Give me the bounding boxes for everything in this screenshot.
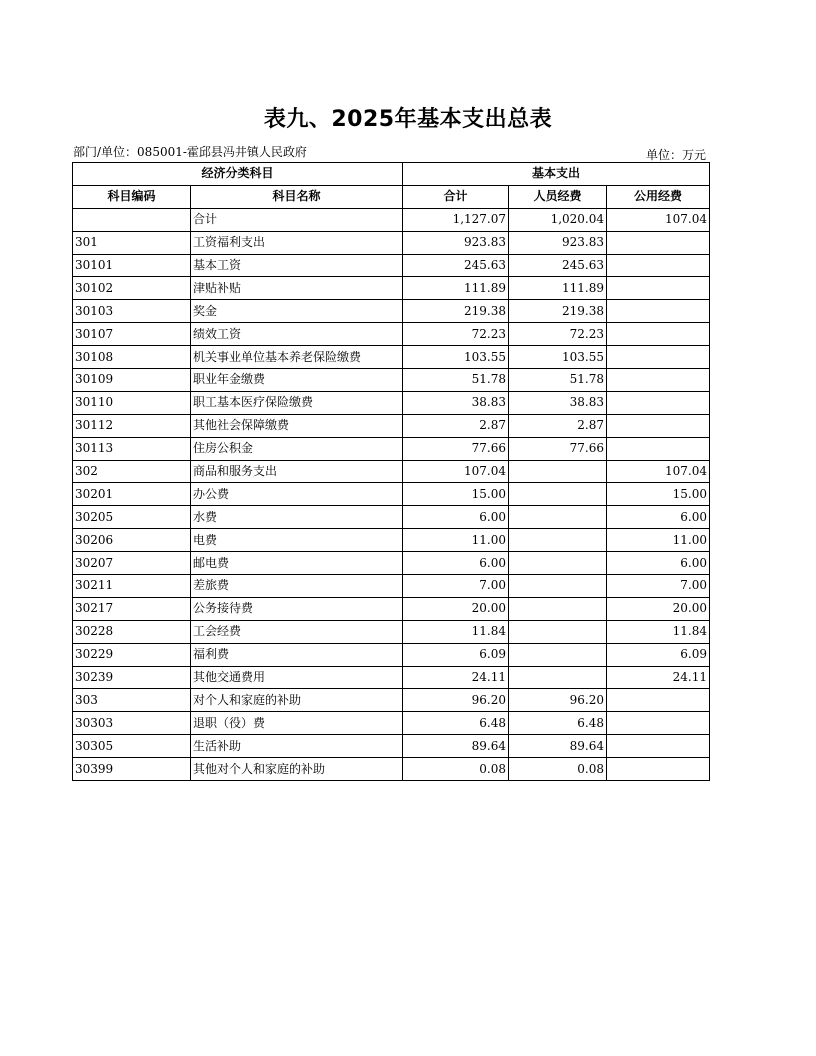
table-row: [73, 254, 710, 277]
table-row: [73, 483, 710, 506]
cell-personnel: 38.83: [509, 391, 607, 414]
cell-name: 办公费: [191, 483, 403, 506]
cell-name: 差旅费: [191, 575, 403, 598]
cell-personnel: [509, 620, 607, 643]
cell-total: 38.83: [403, 391, 509, 414]
cell-personnel: [509, 506, 607, 529]
cell-name: 奖金: [191, 300, 403, 323]
cell-name: 基本工资: [191, 254, 403, 277]
cell-code: 30205: [73, 506, 191, 529]
cell-public: [607, 712, 710, 735]
table-row: [73, 552, 710, 575]
table-row: [73, 460, 710, 483]
cell-total: 1,127.07: [403, 208, 509, 231]
header-econ-classification: 经济分类科目: [73, 163, 403, 186]
cell-public: 6.09: [607, 643, 710, 666]
table-row: [73, 277, 710, 300]
cell-name: 工资福利支出: [191, 231, 403, 254]
cell-total: 77.66: [403, 437, 509, 460]
cell-name: 绩效工资: [191, 323, 403, 346]
cell-total: 11.84: [403, 620, 509, 643]
cell-name: 津贴补贴: [191, 277, 403, 300]
cell-name: 水费: [191, 506, 403, 529]
cell-public: [607, 735, 710, 758]
cell-name: 工会经费: [191, 620, 403, 643]
table-row: [73, 437, 710, 460]
cell-personnel: [509, 643, 607, 666]
cell-personnel: [509, 666, 607, 689]
cell-total: 96.20: [403, 689, 509, 712]
cell-code: 30305: [73, 735, 191, 758]
cell-personnel: 77.66: [509, 437, 607, 460]
cell-public: [607, 346, 710, 369]
cell-personnel: 245.63: [509, 254, 607, 277]
cell-personnel: 2.87: [509, 414, 607, 437]
basic-expenditure-table: [72, 162, 710, 781]
cell-total: 923.83: [403, 231, 509, 254]
cell-name: 职工基本医疗保险缴费: [191, 391, 403, 414]
cell-code: 30109: [73, 369, 191, 392]
cell-personnel: 96.20: [509, 689, 607, 712]
cell-personnel: 923.83: [509, 231, 607, 254]
cell-personnel: 219.38: [509, 300, 607, 323]
header-group-row: [73, 163, 710, 186]
header-total: 合计: [403, 185, 509, 208]
table-row: [73, 231, 710, 254]
cell-public: 11.84: [607, 620, 710, 643]
cell-total: 72.23: [403, 323, 509, 346]
header-public: 公用经费: [607, 185, 710, 208]
header-column-row: [73, 185, 710, 208]
cell-code: [73, 208, 191, 231]
cell-name: 对个人和家庭的补助: [191, 689, 403, 712]
table-row: [73, 414, 710, 437]
cell-total: 107.04: [403, 460, 509, 483]
table-row: [73, 506, 710, 529]
cell-code: 30112: [73, 414, 191, 437]
cell-code: 30107: [73, 323, 191, 346]
table-row: [73, 758, 710, 781]
cell-public: [607, 231, 710, 254]
cell-code: 30239: [73, 666, 191, 689]
cell-public: [607, 254, 710, 277]
cell-public: [607, 300, 710, 323]
table-row: [73, 529, 710, 552]
cell-personnel: [509, 552, 607, 575]
cell-personnel: 89.64: [509, 735, 607, 758]
table-row: [73, 391, 710, 414]
cell-public: 107.04: [607, 208, 710, 231]
cell-name: 生活补助: [191, 735, 403, 758]
table-row: [73, 208, 710, 231]
cell-public: 6.00: [607, 552, 710, 575]
cell-public: 11.00: [607, 529, 710, 552]
cell-personnel: 0.08: [509, 758, 607, 781]
table-row: [73, 620, 710, 643]
cell-code: 30303: [73, 712, 191, 735]
header-basic-expenditure: 基本支出: [403, 163, 710, 186]
header-name: 科目名称: [191, 185, 403, 208]
table-row: [73, 369, 710, 392]
cell-public: [607, 758, 710, 781]
cell-public: 6.00: [607, 506, 710, 529]
cell-name: 福利费: [191, 643, 403, 666]
cell-code: 303: [73, 689, 191, 712]
cell-public: [607, 689, 710, 712]
cell-total: 2.87: [403, 414, 509, 437]
cell-code: 30201: [73, 483, 191, 506]
table-row: [73, 666, 710, 689]
cell-personnel: [509, 575, 607, 598]
cell-personnel: [509, 460, 607, 483]
cell-code: 30101: [73, 254, 191, 277]
cell-public: [607, 437, 710, 460]
cell-name: 住房公积金: [191, 437, 403, 460]
cell-name: 其他社会保障缴费: [191, 414, 403, 437]
unit-label: 单位：万元: [645, 148, 706, 162]
cell-personnel: 6.48: [509, 712, 607, 735]
cell-public: [607, 414, 710, 437]
cell-public: [607, 391, 710, 414]
cell-total: 0.08: [403, 758, 509, 781]
cell-name: 机关事业单位基本养老保险缴费: [191, 346, 403, 369]
table-row: [73, 712, 710, 735]
cell-total: 15.00: [403, 483, 509, 506]
table-row: [73, 735, 710, 758]
cell-personnel: 72.23: [509, 323, 607, 346]
cell-personnel: 51.78: [509, 369, 607, 392]
cell-public: 107.04: [607, 460, 710, 483]
cell-personnel: [509, 529, 607, 552]
cell-name: 公务接待费: [191, 597, 403, 620]
cell-name: 商品和服务支出: [191, 460, 403, 483]
cell-total: 89.64: [403, 735, 509, 758]
header-personnel: 人员经费: [509, 185, 607, 208]
cell-code: 30228: [73, 620, 191, 643]
cell-name: 合计: [191, 208, 403, 231]
cell-name: 职业年金缴费: [191, 369, 403, 392]
cell-total: 7.00: [403, 575, 509, 598]
cell-total: 11.00: [403, 529, 509, 552]
cell-public: 20.00: [607, 597, 710, 620]
cell-public: [607, 369, 710, 392]
cell-personnel: 111.89: [509, 277, 607, 300]
table-row: [73, 323, 710, 346]
cell-total: 6.09: [403, 643, 509, 666]
table-body: [73, 208, 710, 780]
cell-name: 电费: [191, 529, 403, 552]
department-label: 部门/单位：085001-霍邱县冯井镇人民政府: [73, 145, 307, 159]
cell-code: 30113: [73, 437, 191, 460]
cell-public: [607, 323, 710, 346]
cell-personnel: [509, 597, 607, 620]
cell-total: 245.63: [403, 254, 509, 277]
cell-public: 24.11: [607, 666, 710, 689]
cell-code: 30102: [73, 277, 191, 300]
table-row: [73, 346, 710, 369]
table-row: [73, 300, 710, 323]
cell-public: 7.00: [607, 575, 710, 598]
table-row: [73, 643, 710, 666]
table-row: [73, 689, 710, 712]
cell-code: 30206: [73, 529, 191, 552]
header-code: 科目编码: [73, 185, 191, 208]
cell-total: 20.00: [403, 597, 509, 620]
page-title: 表九、2025年基本支出总表: [263, 107, 553, 132]
cell-code: 30108: [73, 346, 191, 369]
cell-personnel: 103.55: [509, 346, 607, 369]
cell-name: 退职（役）费: [191, 712, 403, 735]
cell-code: 30229: [73, 643, 191, 666]
cell-total: 24.11: [403, 666, 509, 689]
cell-code: 30399: [73, 758, 191, 781]
cell-public: 15.00: [607, 483, 710, 506]
cell-code: 302: [73, 460, 191, 483]
cell-code: 30207: [73, 552, 191, 575]
table-row: [73, 575, 710, 598]
cell-total: 6.00: [403, 506, 509, 529]
cell-total: 103.55: [403, 346, 509, 369]
cell-total: 51.78: [403, 369, 509, 392]
cell-public: [607, 277, 710, 300]
cell-name: 邮电费: [191, 552, 403, 575]
cell-total: 111.89: [403, 277, 509, 300]
table-row: [73, 597, 710, 620]
cell-total: 219.38: [403, 300, 509, 323]
cell-code: 30217: [73, 597, 191, 620]
cell-total: 6.00: [403, 552, 509, 575]
cell-name: 其他对个人和家庭的补助: [191, 758, 403, 781]
cell-code: 30211: [73, 575, 191, 598]
cell-personnel: 1,020.04: [509, 208, 607, 231]
cell-code: 301: [73, 231, 191, 254]
cell-total: 6.48: [403, 712, 509, 735]
cell-code: 30110: [73, 391, 191, 414]
cell-personnel: [509, 483, 607, 506]
cell-name: 其他交通费用: [191, 666, 403, 689]
cell-code: 30103: [73, 300, 191, 323]
